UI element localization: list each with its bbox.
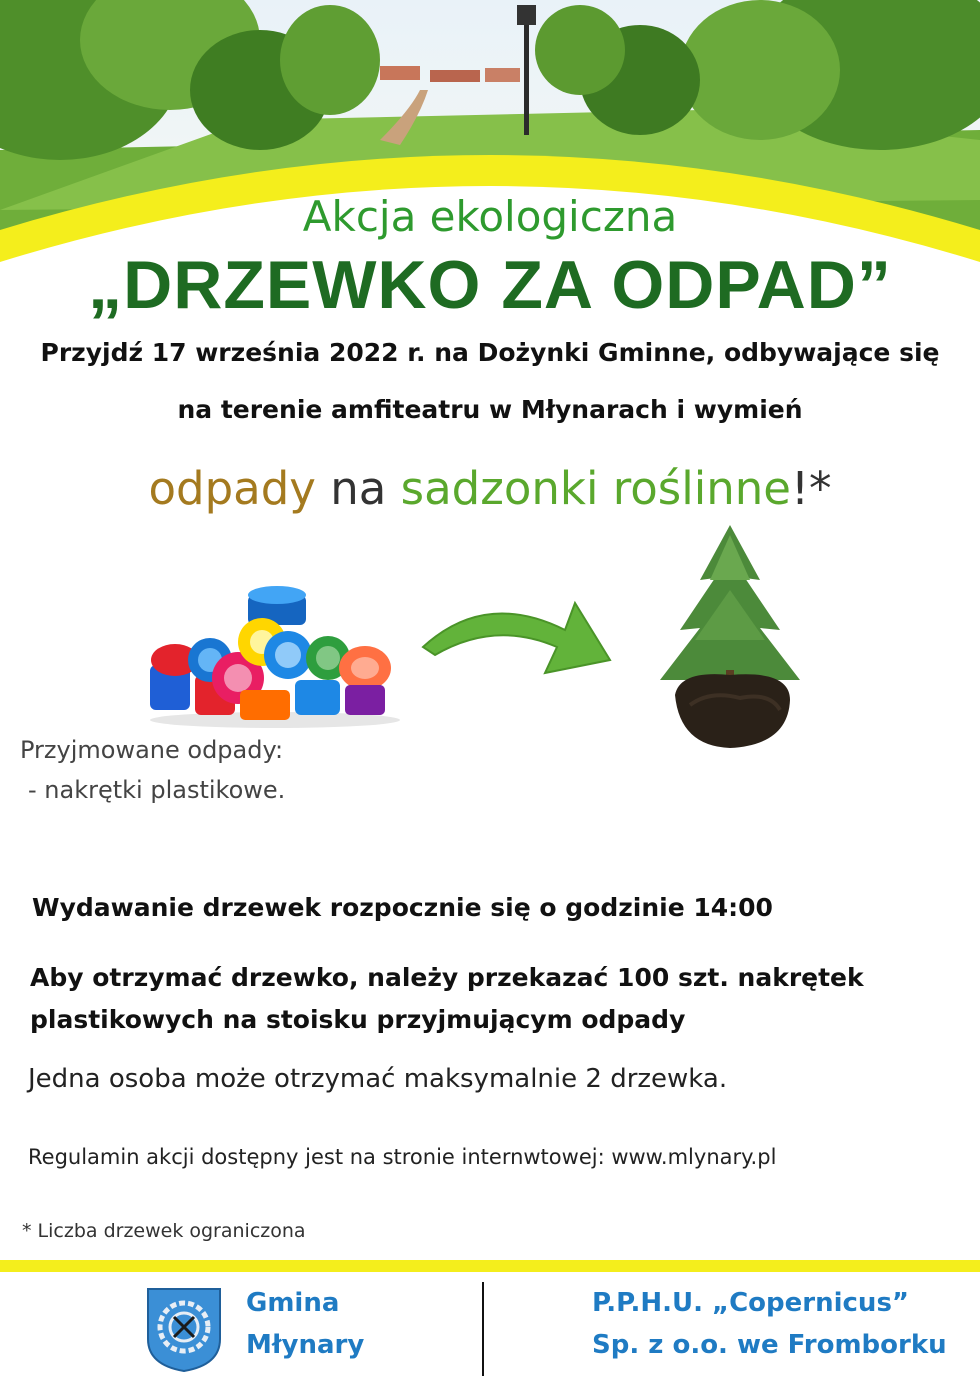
bottle-caps-icon [140,580,410,730]
intro-line-1: Przyjdź 17 września 2022 r. na Dożynki Gminne, odbywające się [40,338,940,367]
slogan [0,462,980,515]
slogan-word-na: na [315,462,401,515]
slogan-word-sadzonki: sadzonki roślinne [400,462,791,515]
org-gmina-line-1: Gmina [246,1288,340,1318]
rules-info: Regulamin akcji dostępny jest na stronie internwtowej: www.mlynary.pl [28,1145,777,1169]
subtitle: Akcja ekologiczna [302,192,678,241]
yellow-divider-bar [0,1260,980,1272]
gmina-crest-icon [146,1287,222,1373]
limit-info: Jedna osoba może otrzymać maksymalnie 2 drzewka. [28,1064,728,1094]
start-time-info: Wydawanie drzewek rozpocznie się o godzinie 14:00 [32,893,773,922]
org-company-line-2: Sp. z o.o. we Fromborku [592,1330,947,1360]
footnote: * Liczba drzewek ograniczona [22,1220,306,1242]
accepted-waste-title: Przyjmowane odpady: [20,736,284,764]
page-title: „DRZEWKO ZA ODPAD” [88,247,892,323]
org-gmina-line-2: Młynary [246,1330,365,1360]
footer-divider [482,1282,484,1376]
tree-seedling-icon [640,520,820,755]
slogan-asterisk: !* [790,462,832,515]
intro-line-2: na terenie amfiteatru w Młynarach i wymień [177,395,803,424]
accepted-waste-item: - nakrętki plastikowe. [28,776,286,804]
slogan-word-odpady: odpady [148,462,316,515]
arrow-right-icon [415,585,615,690]
org-company-line-1: P.P.H.U. „Copernicus” [592,1288,910,1318]
condition-info: Aby otrzymać drzewko, należy przekazać 100 szt. nakrętek plastikowych na stoisku przyjmującym odpady [30,963,864,1034]
